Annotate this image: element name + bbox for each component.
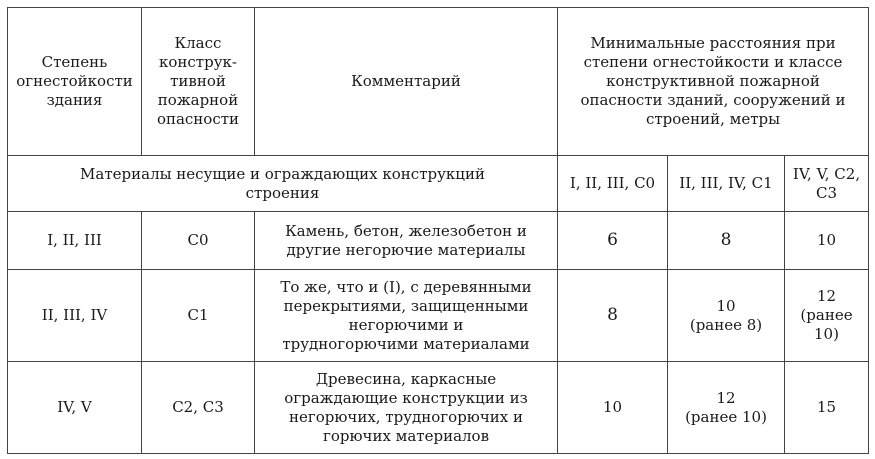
header-degree: Степень огнестойкости здания bbox=[8, 8, 142, 156]
subheader-col2: II, III, IV, C1 bbox=[668, 156, 785, 212]
row-degree: II, III, IV bbox=[8, 270, 142, 362]
subheader-col3: IV, V, C2, C3 bbox=[785, 156, 869, 212]
row-distance-3: 12 (ранее 10) bbox=[785, 270, 869, 362]
row-degree: IV, V bbox=[8, 362, 142, 454]
row-comment: Камень, бетон, железобетон и другие негорючие материалы bbox=[255, 212, 558, 270]
row-distance-2: 10 (ранее 8) bbox=[668, 270, 785, 362]
row-distance-3: 10 bbox=[785, 212, 869, 270]
row-comment: То же, что и (I), с деревянными перекрытиями, защищенными негорючими и трудногорючими материалами bbox=[255, 270, 558, 362]
row-distance-3: 15 bbox=[785, 362, 869, 454]
table-subheader-row bbox=[8, 156, 869, 212]
row-degree: I, II, III bbox=[8, 212, 142, 270]
row-distance-2: 12 (ранее 10) bbox=[668, 362, 785, 454]
row-distance-1: 10 bbox=[558, 362, 668, 454]
table-row bbox=[8, 362, 869, 454]
subheader-col1: I, II, III, C0 bbox=[558, 156, 668, 212]
row-comment: Древесина, каркасные ограждающие конструкции из негорючих, трудногорючих и горючих материалов bbox=[255, 362, 558, 454]
table-row bbox=[8, 270, 869, 362]
header-class: Класс конструк- тивной пожарной опасности bbox=[142, 8, 255, 156]
row-class: C0 bbox=[142, 212, 255, 270]
fire-distance-table bbox=[7, 7, 869, 454]
row-distance-2: 8 bbox=[668, 212, 785, 270]
table-header-row bbox=[8, 8, 869, 156]
row-class: C1 bbox=[142, 270, 255, 362]
table-row bbox=[8, 212, 869, 270]
subheader-materials: Материалы несущие и ограждающих конструкций строения bbox=[8, 156, 558, 212]
header-distances: Минимальные расстояния при степени огнестойкости и классе конструктивной пожарной опасности зданий, сооружений и строений, метры bbox=[558, 8, 869, 156]
header-comment: Комментарий bbox=[255, 8, 558, 156]
row-class: C2, C3 bbox=[142, 362, 255, 454]
row-distance-1: 8 bbox=[558, 270, 668, 362]
row-distance-1: 6 bbox=[558, 212, 668, 270]
